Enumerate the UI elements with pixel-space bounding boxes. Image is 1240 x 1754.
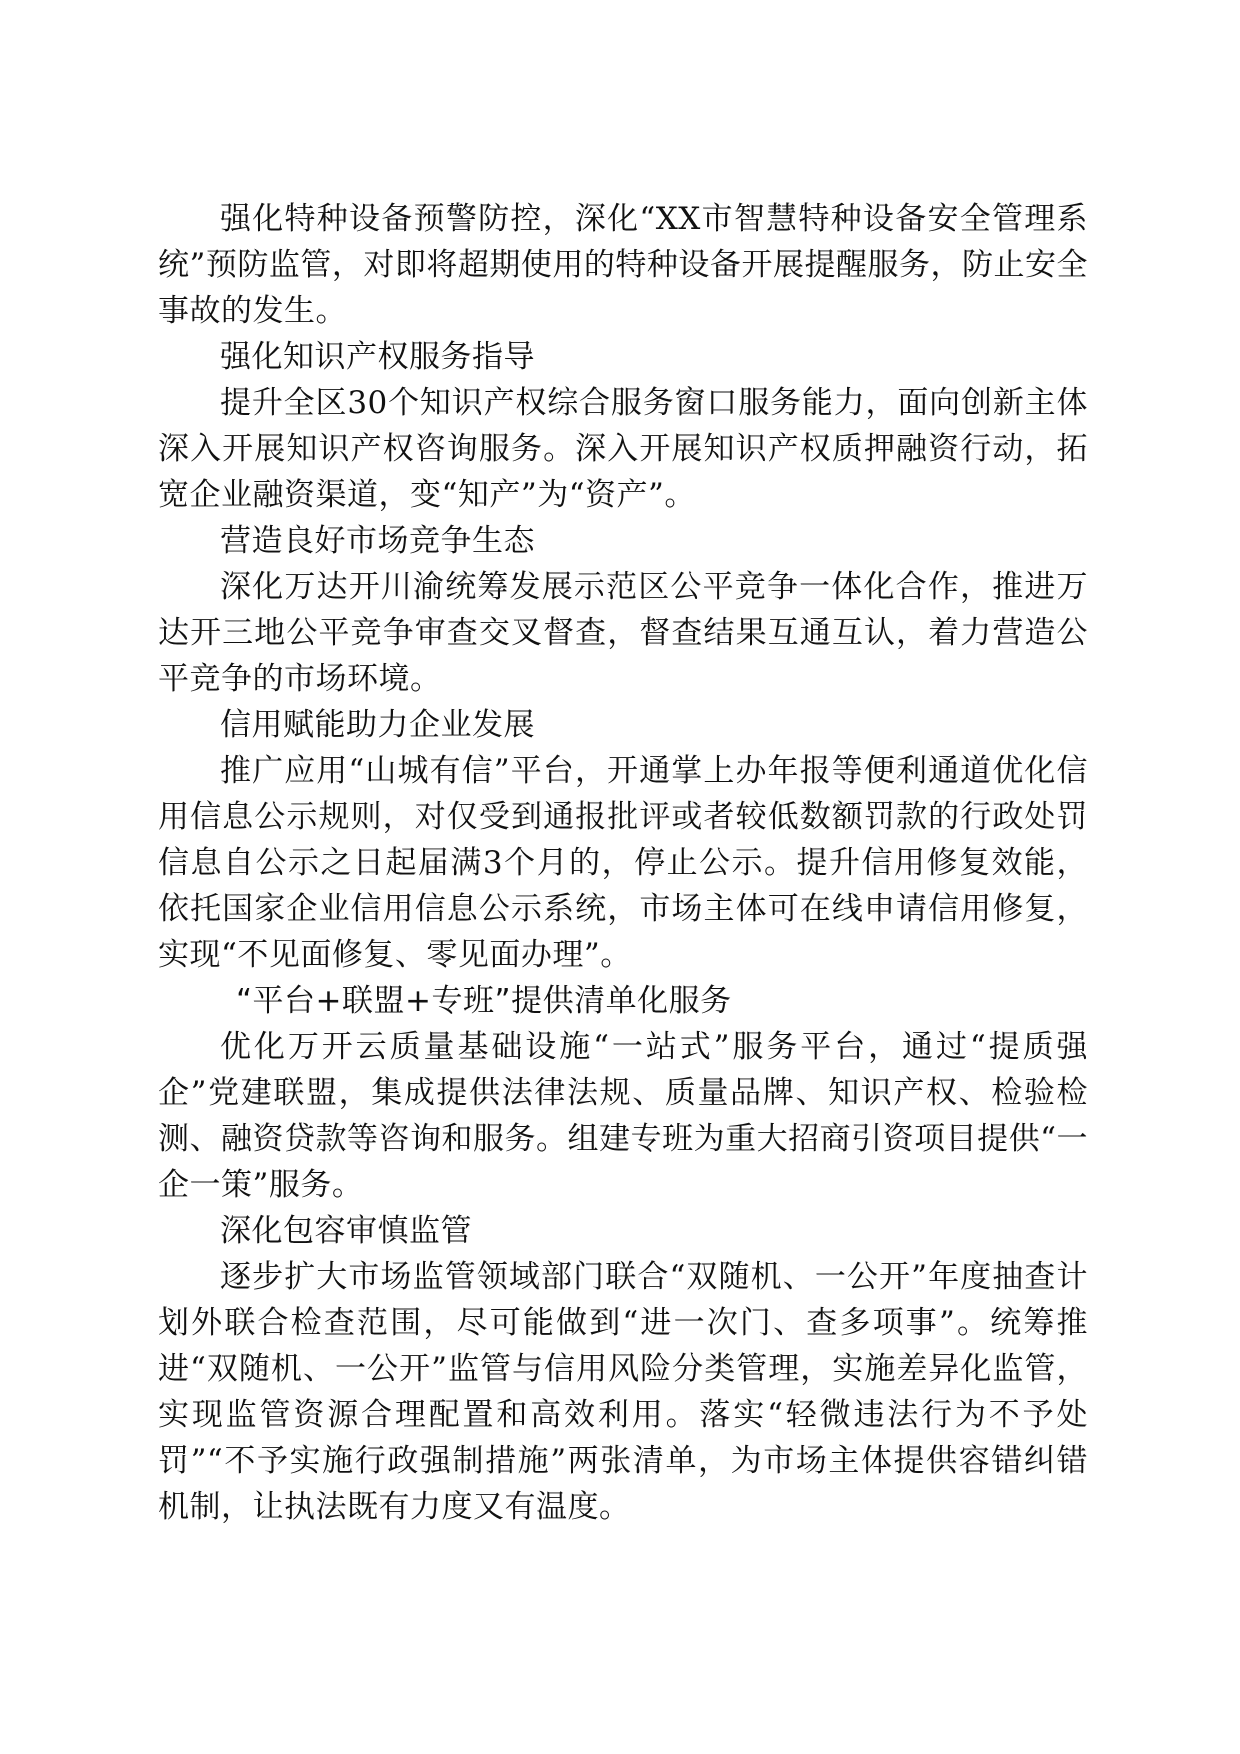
- paragraph-platform-alliance: 优化万开云质量基础设施“一站式”服务平台，通过“提质强企”党建联盟，集成提供法律法规、质量品牌、知识产权、检验检测、融资贷款等咨询和服务。组建专班为重大招商引资项目提供“一企一策”服务。: [158, 1029, 1088, 1203]
- document-page: [158, 196, 1088, 1596]
- heading-market-competition: 营造良好市场竞争生态: [220, 523, 535, 559]
- paragraph-credit-empowerment: 推广应用“山城有信”平台，开通掌上办年报等便利通道优化信用信息公示规则，对仅受到通报批评或者较低数额罚款的行政处罚信息自公示之日起届满3个月的，停止公示。提升信用修复效能，依托国家企业信用信息公示系统，市场主体可在线申请信用修复，实现“不见面修复、零见面办理”。: [158, 753, 1088, 973]
- paragraph-ip-service: 提升全区30个知识产权综合服务窗口服务能力，面向创新主体深入开展知识产权咨询服务。深入开展知识产权质押融资行动，拓宽企业融资渠道，变“知产”为“资产”。: [158, 385, 1088, 513]
- heading-ip-service: 强化知识产权服务指导: [220, 339, 535, 375]
- paragraph-inclusive-regulation: 逐步扩大市场监管领域部门联合“双随机、一公开”年度抽查计划外联合检查范围，尽可能做到“进一次门、查多项事”。统筹推进“双随机、一公开”监管与信用风险分类管理，实施差异化监管，实现监管资源合理配置和高效利用。落实“轻微违法行为不予处罚”“不予实施行政强制措施”两张清单，为市场主体提供容错纠错机制，让执法既有力度又有温度。: [158, 1259, 1088, 1525]
- heading-inclusive-regulation: 深化包容审慎监管: [220, 1213, 472, 1249]
- paragraph-market-competition: 深化万达开川渝统筹发展示范区公平竞争一体化合作，推进万达开三地公平竞争审查交叉督查，督查结果互通互认，着力营造公平竞争的市场环境。: [158, 569, 1088, 697]
- heading-credit-empowerment: 信用赋能助力企业发展: [220, 707, 535, 743]
- heading-platform-alliance: “平台+联盟+专班”提供清单化服务: [236, 983, 732, 1019]
- paragraph-special-equipment: 强化特种设备预警防控，深化“XX市智慧特种设备安全管理系统”预防监管，对即将超期使用的特种设备开展提醒服务，防止安全事故的发生。: [158, 201, 1088, 329]
